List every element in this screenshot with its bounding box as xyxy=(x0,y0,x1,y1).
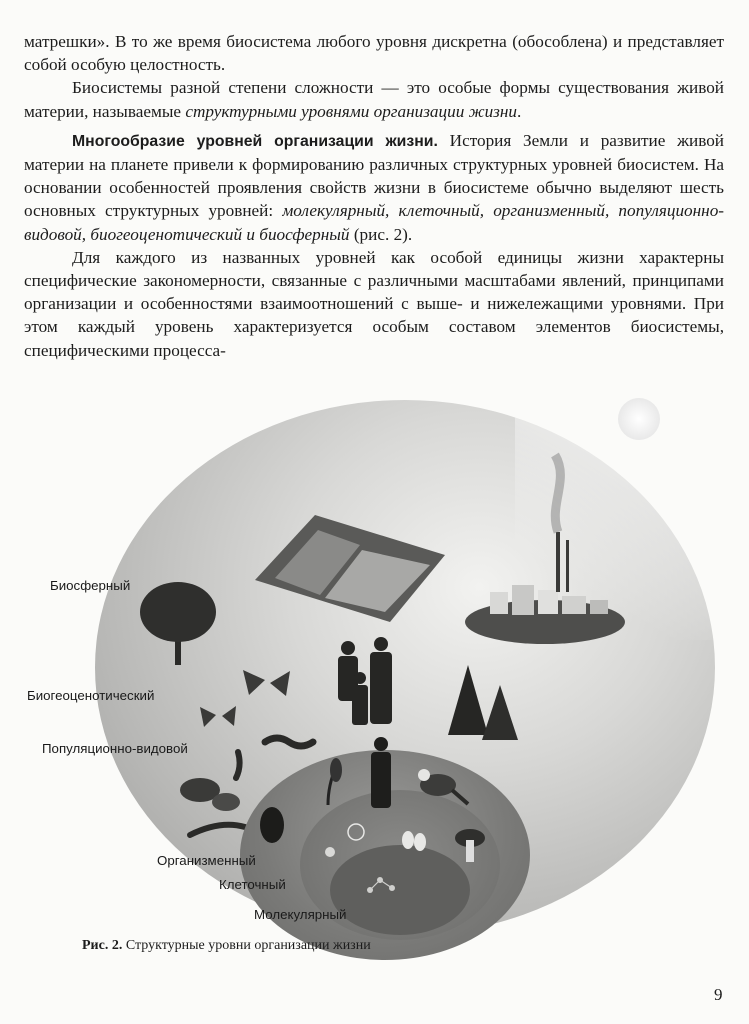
paragraph-2-term: структурными уровнями организации жизни xyxy=(185,101,518,121)
caption-text: Структурные уровни организации жизни xyxy=(122,938,371,953)
paragraph-3-levels: молекулярный, клеточный, организменный, популяционно-видовой, биогеоценотический и биосферный xyxy=(24,201,725,244)
label-population: Популяционно-видовой xyxy=(42,741,188,756)
label-cellular: Клеточный xyxy=(219,877,286,892)
paragraph-2-text: Биосистемы разной степени сложности — это особые формы существования живой материи, называемые xyxy=(24,78,724,121)
label-organism: Организменный xyxy=(157,853,256,868)
paragraph-4: Для каждого из названных уровней как особой единицы жизни характерны специфические закономерности, связанные с различными масштабами явлений, принципами организации и особенностями взаимоотношений с выше- и нижележащими уровнями. При этом каждый уровень характеризуется особым составом элементов биосистемы, специфическими процесса- xyxy=(24,247,724,360)
label-biosphere: Биосферный xyxy=(50,578,131,593)
neuron-icon xyxy=(348,824,364,840)
label-molecular: Молекулярный xyxy=(254,907,347,922)
paragraph-3-text: История Земли и развитие живой материи на планете привели к формированию различных структурных уровней биосистем. На основании особенностей проявления свойств жизни в биосистеме обычно выделяют шесть основных структурных уровней: xyxy=(24,130,724,221)
caption-number: Рис. 2. xyxy=(82,938,123,953)
man-icon xyxy=(371,737,391,808)
cell-icon xyxy=(402,831,414,849)
figure-caption xyxy=(82,938,371,954)
paragraph-1: матрешки». В то же время биосистема любого уровня дискретна (обособлена) и представляет собой особую целостность. xyxy=(24,32,724,75)
label-biogeocenotic: Биогеоценотический xyxy=(27,688,155,703)
paragraph-2-end: . xyxy=(517,101,522,121)
paragraph-3-end: (рис. 2). xyxy=(349,224,413,244)
section-lead: Многообразие уровней организации жизни. xyxy=(72,132,438,150)
page-number: 9 xyxy=(714,985,723,1004)
molecule-icon xyxy=(367,877,395,893)
beetle-icon xyxy=(260,807,284,843)
